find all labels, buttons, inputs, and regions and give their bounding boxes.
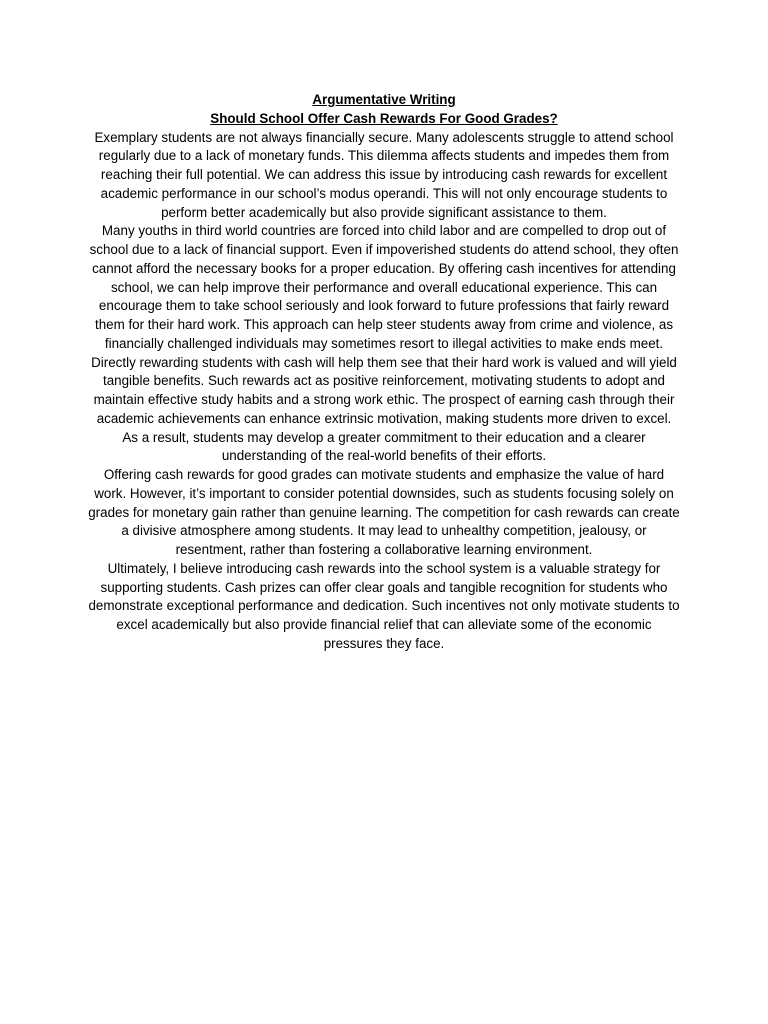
- paragraph-reinforcement: Directly rewarding students with cash will help them see that their hard work is valued and will yield tangible benefits. Such rewards act as positive reinforcement, motivating students to adopt and maintain effective study habits and a strong work ethic. The prospect of earning cash through their academic achievements can enhance extrinsic motivation, making students more driven to excel. As a result, students may develop a greater commitment to their education and a clearer understanding of the real-world benefits of their efforts.: [91, 354, 677, 464]
- paragraph-conclusion: Ultimately, I believe introducing cash rewards into the school system is a valuable strategy for supporting students. Cash prizes can offer clear goals and tangible recognition for students who demonstrate exceptional performance and dedication. Such incentives not only motivate students to excel academically but also provide financial relief that can alleviate some of the economic pressures they face.: [88, 560, 680, 651]
- paragraph-child-labor: Many youths in third world countries are forced into child labor and are compelled to drop out of school due to a lack of financial support. Even if impoverished students do attend school, they often cannot afford the necessary books for a proper education. By offering cash incentives for attending school, we can help improve their performance and overall educational experience. This can encourage them to take school seriously and look forward to future professions that fairly reward them for their hard work. This approach can help steer students away from crime and violence, as financially challenged individuals may sometimes resort to illegal activities to make ends meet.: [89, 223, 679, 351]
- document-page: [88, 91, 680, 654]
- paragraph-downsides: Offering cash rewards for good grades can motivate students and emphasize the value of hard work. However, it’s important to consider potential downsides, such as students focusing solely on grades for monetary gain rather than genuine learning. The competition for cash rewards can create a divisive atmosphere among students. It may lead to unhealthy competition, jealousy, or resentment, rather than fostering a collaborative learning environment.: [88, 467, 680, 557]
- document-title: Argumentative Writing: [312, 92, 456, 107]
- paragraph-intro: Exemplary students are not always financially secure. Many adolescents struggle to attend school regularly due to a lack of monetary funds. This dilemma affects students and impedes them from reaching their full potential. We can address this issue by introducing cash rewards for excellent academic performance in our school’s modus operandi. This will not only encourage students to perform better academically but also provide significant assistance to them.: [94, 129, 674, 220]
- document-subtitle: Should School Offer Cash Rewards For Good Grades?: [210, 110, 558, 126]
